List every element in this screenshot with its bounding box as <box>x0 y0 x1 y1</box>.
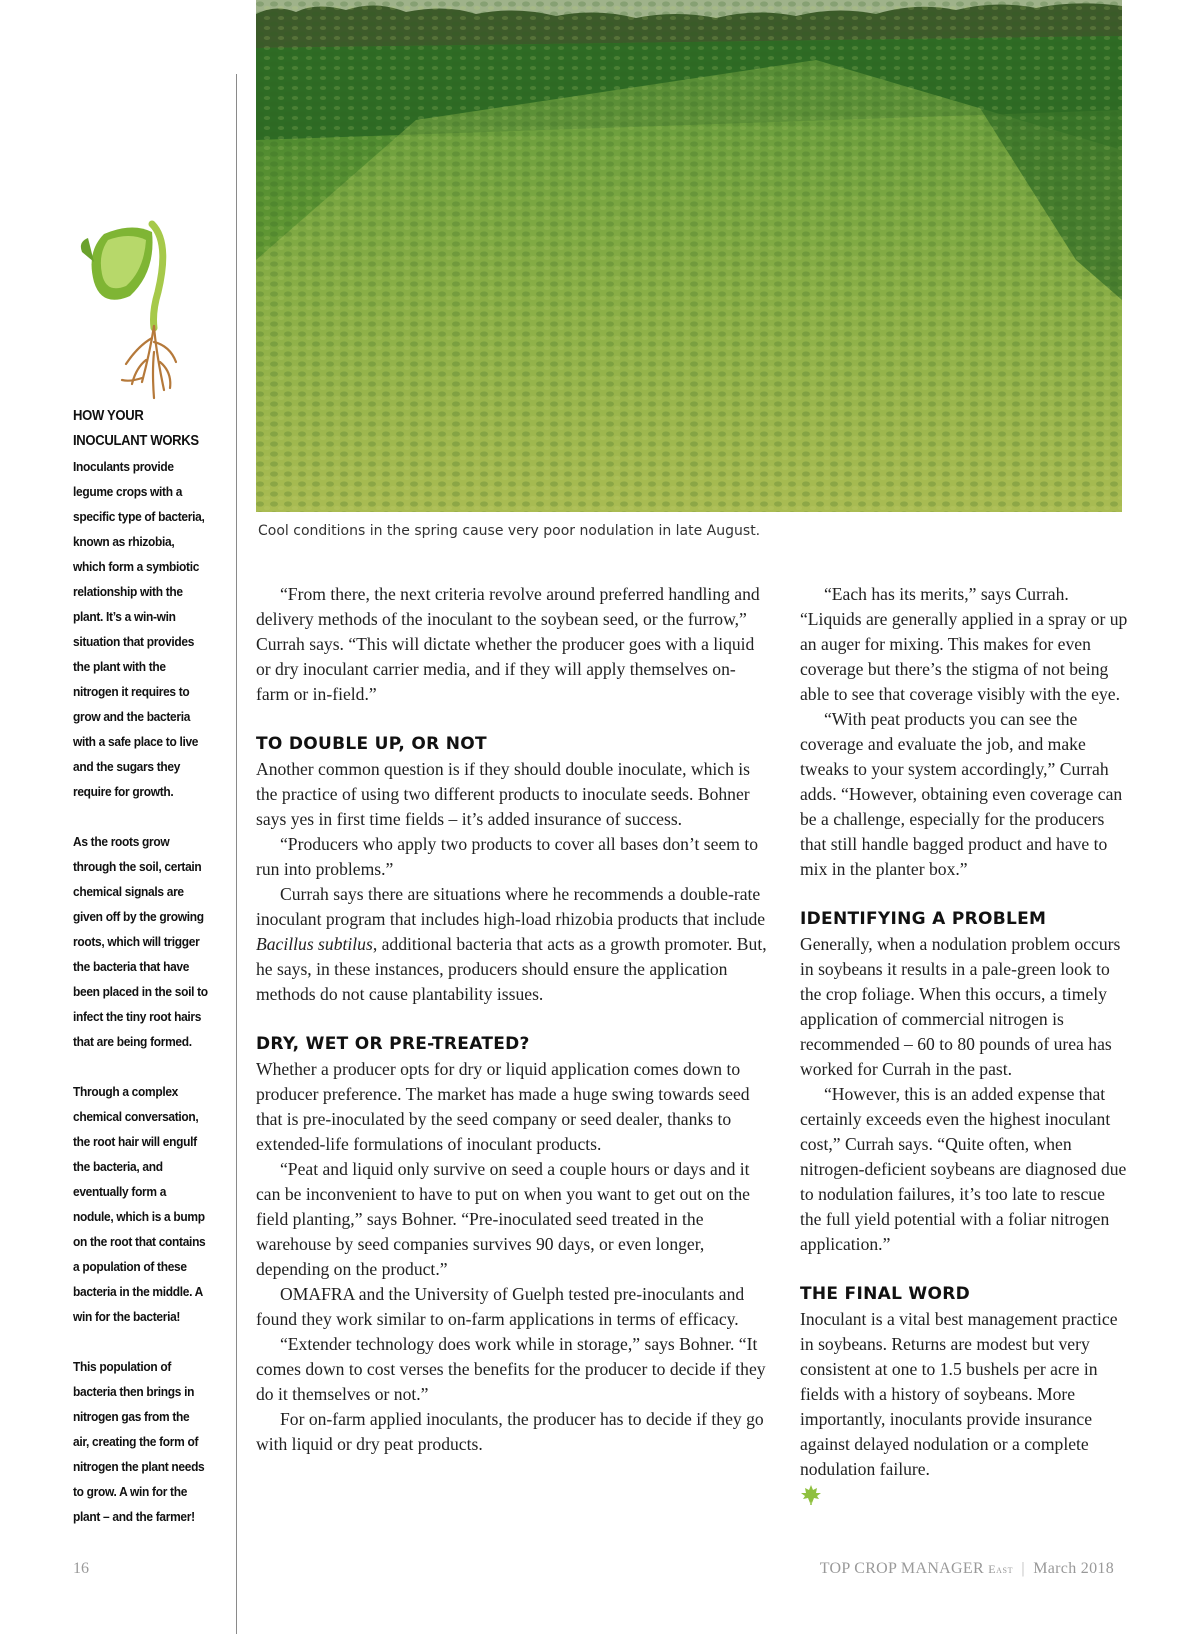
column-divider <box>236 74 237 1634</box>
sidebar-paragraph: As the roots grow through the soil, certain chemical signals are given off by the growing roots, which will trigger the bacteria that have been placed in the soil to infect the tiny root hairs that are being formed. <box>73 834 208 1049</box>
section-heading-dry-wet: DRY, WET OR PRE-TREATED? <box>256 1034 530 1054</box>
sidebar-paragraph: This population of bacteria then brings in nitrogen gas from the air, creating the form of nitrogen the plant needs to grow. A win for the plant – and the farmer! <box>73 1359 205 1524</box>
article-paragraph: “Peat and liquid only survive on seed a couple hours or days and it can be inconvenient to have to put on when you want to get out on the field planting,” says Bohner. “Pre-inoculated seed treated in the warehouse by seed companies survives 90 days, or even longer, depending on the product.” <box>256 1159 750 1279</box>
section-heading-identifying: IDENTIFYING A PROBLEM <box>800 909 1047 929</box>
maple-leaf-icon <box>800 1484 822 1513</box>
soybean-field-photo <box>256 0 1122 512</box>
article-paragraph: Generally, when a nodulation problem occurs in soybeans it results in a pale-green look to the crop foliage. When this occurs, a timely application of commercial nitrogen is recommended – 60 to 80 pounds of urea has worked for Currah in the past. <box>800 934 1121 1079</box>
article-paragraph: “Extender technology does work while in storage,” says Bohner. “It comes down to cost verses the benefits for the producer to decide if they do it themselves or not.” <box>256 1334 766 1404</box>
article-paragraph: “Producers who apply two products to cover all bases don’t seem to run into problems.” <box>256 834 759 879</box>
sprouting-seedling-illustration <box>72 212 182 400</box>
sidebar-title: HOW YOUR INOCULANT WORKS <box>73 408 199 449</box>
article-paragraph: Another common question is if they should double inoculate, which is the practice of using two different products to inoculate seeds. Bohner says yes in first time fields – it’s added insurance of success. <box>256 759 751 829</box>
page-number: 16 <box>73 1560 89 1577</box>
sidebar-paragraph: Through a complex chemical conversation, the root hair will engulf the bacteria, and eventually form a nodule, which is a bump on the root that contains a population of these bacteria in the middle. A win for the bacteria! <box>73 1084 206 1324</box>
sidebar-paragraph: Inoculants provide legume crops with a specific type of bacteria, known as rhizobia, which form a symbiotic relationship with the plant. It’s a win-win situation that provides the plant with the nitrogen it requires to grow and the bacteria with a safe place to live and the sugars they require for growth. <box>73 459 205 799</box>
article-paragraph-bacillus <box>256 882 768 1007</box>
species-name: Bacillus subtilus <box>256 934 373 954</box>
issue-date: March 2018 <box>1033 1560 1114 1577</box>
text-run: Currah says there are situations where he recommends a double-rate inoculant program that includes high-load rhizobia products that include <box>256 884 766 929</box>
magazine-edition: East <box>988 1562 1014 1576</box>
magazine-title: TOP CROP MANAGER <box>819 1560 984 1577</box>
section-heading-final-word: THE FINAL WORD <box>800 1284 971 1304</box>
article-column-left <box>256 582 768 1457</box>
article-paragraph: “Each has its merits,” says Currah. “Liquids are generally applied in a spray or up an auger for mixing. This makes for even coverage but there’s the stigma of not being able to see that coverage visibly with the eye. <box>800 584 1128 704</box>
inoculant-sidebar <box>73 404 208 1554</box>
article-paragraph: For on-farm applied inoculants, the producer has to decide if they go with liquid or dry peat products. <box>256 1409 764 1454</box>
magazine-footer <box>820 1560 1114 1578</box>
article-paragraph: “From there, the next criteria revolve around preferred handling and delivery methods of the inoculant to the soybean seed, or the furrow,” Currah says. “This will dictate whether the producer goes with a liquid or dry inoculant carrier media, and if they will apply themselves on-farm or in-field.” <box>256 584 760 704</box>
section-heading-double-up: TO DOUBLE UP, OR NOT <box>256 734 487 754</box>
article-paragraph: Inoculant is a vital best management practice in soybeans. Returns are modest but very consistent at one to 1.5 bushels per acre in fields with a history of soybeans. More importantly, inoculants provide insurance against delayed nodulation or a complete nodulation failure. <box>800 1309 1118 1479</box>
article-paragraph: “With peat products you can see the coverage and evaluate the job, and make tweaks to your system accordingly,” Currah adds. “However, obtaining even coverage can be a challenge, especially for the producers that still handle bagged product and have to mix in the planter box.” <box>800 709 1123 879</box>
article-paragraph: OMAFRA and the University of Guelph tested pre-inoculants and found they work similar to on-farm applications in terms of efficacy. <box>256 1284 745 1329</box>
article-paragraph: “However, this is an added expense that certainly exceeds even the highest inoculant cost,” Currah says. “Quite often, when nitrogen-deficient soybeans are diagnosed due to nodulation failures, it’s too late to rescue the full yield potential with a foliar nitrogen application.” <box>800 1084 1127 1254</box>
footer-separator: | <box>1021 1560 1025 1577</box>
article-column-right <box>800 582 1130 1513</box>
photo-caption: Cool conditions in the spring cause very poor nodulation in late August. <box>258 523 761 539</box>
text-run: , additional bacteria that acts as a growth promoter. But, he says, in these instances, producers should ensure the application methods do not cause plantability issues. <box>256 934 767 1004</box>
article-paragraph: Whether a producer opts for dry or liquid application comes down to producer preference. The market has made a huge swing towards seed that is pre-inoculated by the seed company or seed dealer, thanks to extended-life formulations of inoculant products. <box>256 1059 750 1154</box>
